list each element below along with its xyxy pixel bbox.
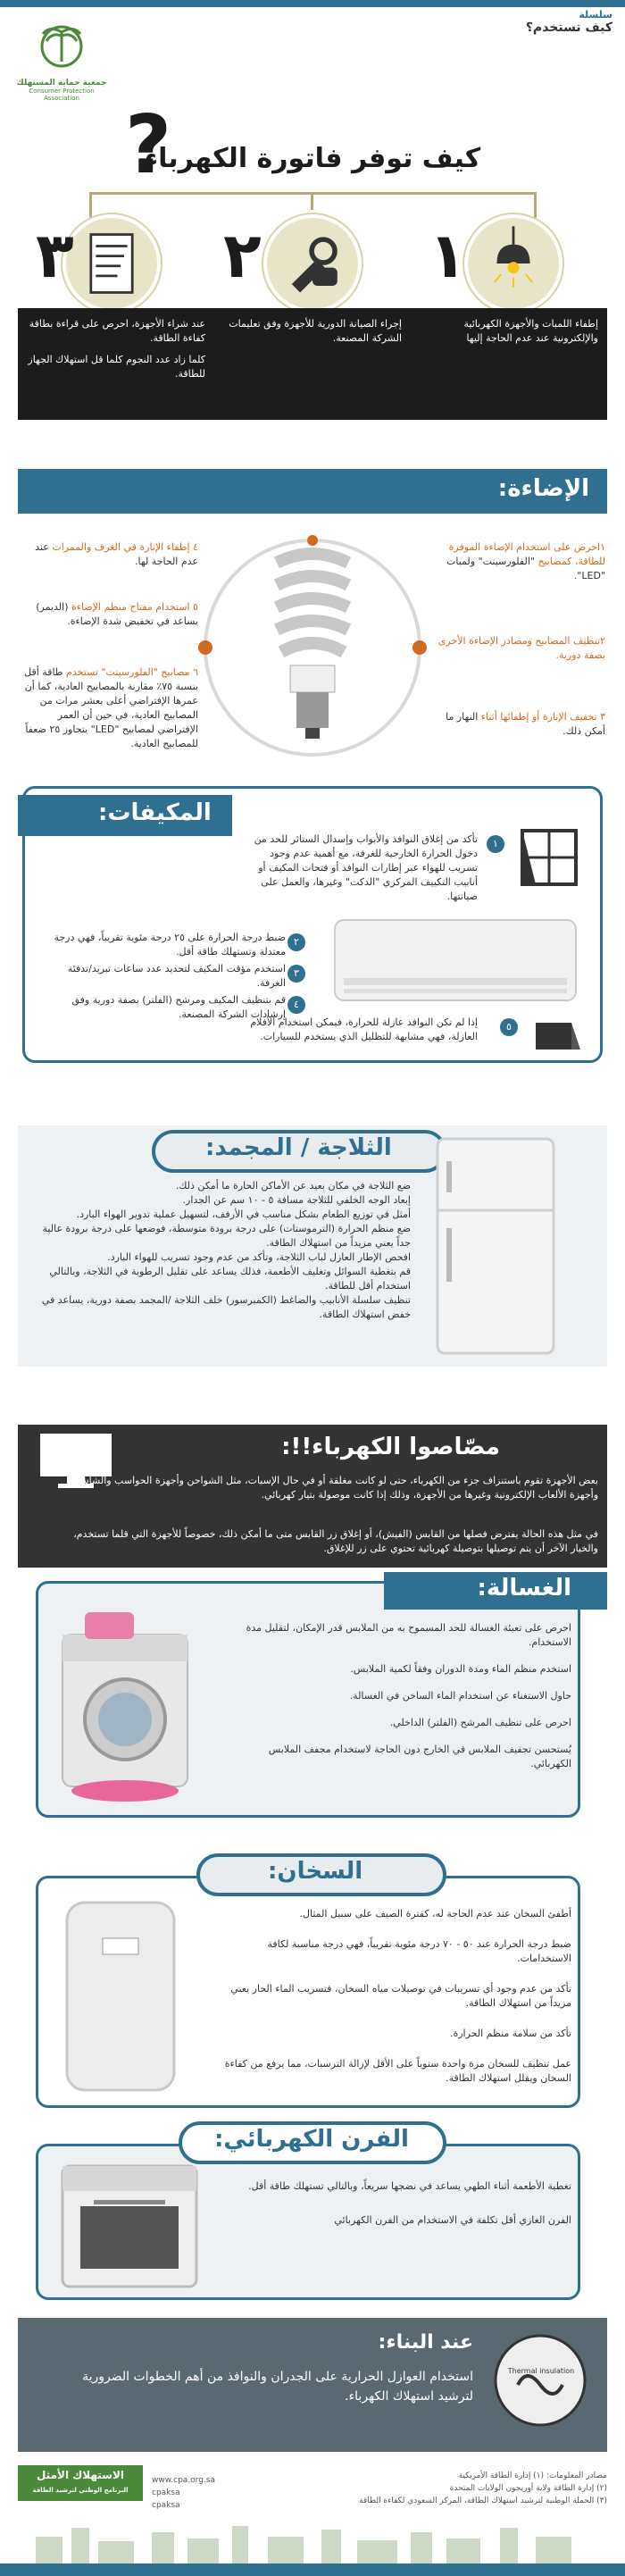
washer-item-2: استخدم منظم الماء ومدة الدوران وفقاً لكمية الملابس. [350, 1663, 571, 1675]
ac-title: المكيفات: [98, 799, 212, 826]
washer-item-5: يُستحسن تجفيف الملابس في الخارج دون الحاجة لاستخدام مجفف الملابس الكهربائي. [268, 1744, 571, 1769]
heater-item-1: أطفئ السخان عند عدم الحاجة له، كفترة الصيف على سبيل المثال. [299, 1908, 571, 1919]
series-label: سلسلة [579, 9, 612, 21]
lighting-right-3-body: النهار ما أمكن ذلك. [446, 711, 605, 737]
fridge-item-2: إبعاد الوجه الخلفي للثلاجة مسافة ٥ - ١٠ سم عن الجدار. [182, 1194, 411, 1206]
washer-item-1: احرص على تعبئة الغسالة للحد المسموح به من الملابس قدر الإمكان، لتقليل مدة الاستخدام. [246, 1622, 571, 1648]
ac-bullet-4: ٤ [288, 996, 305, 1014]
fridge-item-3: أمثل في توزيع الطعام بشكل مناسب في الأرفف، لتسهيل عملية تدوير الهواء البارد. [76, 1209, 411, 1220]
washing-machine-icon [49, 1608, 201, 1804]
tip-number-2: ٢ [223, 219, 262, 292]
tip-1-text: إطفاء اللمبات والأجهزة الكهربائية والإلكترونية عند عدم الحاجة إليها [463, 318, 598, 344]
skyline-decoration [0, 2519, 625, 2563]
fridge-item-6: قم بتغطية السوائل وتغليف الأطعمة، فذلك يساعد على تقليل الرطوبة في الثلاجة، وبالتالي استخدام أقل للطاقة. [49, 1266, 411, 1292]
logo-english: Consumer Protection Association [29, 88, 95, 102]
website-link[interactable]: www.cpa.org.sa [152, 2476, 215, 2485]
lighting-right-3-head: ٣ تخفيف الإنارة أو إطفائها أثناء [480, 711, 605, 723]
heater-list [214, 1907, 571, 2086]
lighting-right-2: ٢تنظيف المصابيح ومصادر الإضاءة الأخرى بصفة دورية. [438, 635, 605, 661]
window-icon [513, 822, 585, 893]
wrench-hand-icon [267, 218, 358, 309]
lighting-left-4-body: عند عدم الحاجة لها. [35, 541, 198, 567]
lighting-left-4-head: ٤ إطفاء الإنارة في الغرف والممرات [52, 541, 198, 553]
twitter-handle[interactable]: cpaksa [152, 2488, 180, 2497]
oven-title: الفرن الكهربائي: [214, 2126, 409, 2153]
credits [268, 2470, 607, 2507]
lighting-right-1-body: "الفلورسينت" ولمبات "LED". [446, 556, 605, 581]
oven-icon [54, 2157, 205, 2291]
lighting-left-5-body: (الديمر) يساعد في تخفيض شدة الإضاءة. [36, 601, 198, 627]
ac-item-4: قم بتنظيف المكيف ومرشح (الفلتر) بصفة دورية وفق إرشادات الشركة المصنعة. [71, 994, 286, 1020]
fridge-item-1: ضع الثلاجة في مكان بعيد عن الأماكن الحارة ما أمكن ذلك. [175, 1180, 411, 1192]
connector-line [534, 192, 537, 219]
lamp-circle [464, 214, 562, 313]
tip-3-line-1: عند شراء الأجهزة، احرص على قراءة بطاقة كفاءة الطاقة. [29, 318, 205, 344]
heater-item-3: تأكد من عدم وجود أي تسريبات في توصيلات مياه السخان، فتسريب الماء الحار يعني مزيداً من استهلاك الطاقة. [230, 1983, 571, 2009]
lighting-left-5-head: ٥ استخدام مفتاح منظم الإضاءة [71, 601, 198, 613]
building-text: استخدام العوازل الحرارية على الجدران والنوافذ من أهم الخطوات الضرورية لترشيد استهلاك الكهرباء. [82, 2370, 473, 2404]
ac-bullet-2: ٢ [288, 933, 305, 951]
bottom-strip [0, 2563, 625, 2576]
logo [12, 13, 111, 102]
lamp-icon [468, 218, 559, 309]
connector-line [89, 192, 92, 219]
tip-number-3: ٣ [36, 219, 74, 292]
tip-number-1: ١ [429, 219, 467, 292]
air-conditioner-icon [330, 916, 580, 1014]
fridge-item-5: افحص الإطار العازل لباب الثلاجة، وتأكد من عدم وجود تسريب للهواء البارد. [107, 1251, 411, 1263]
heater-item-5: عمل تنظيف للسخان مرة واحدة سنوياً على الأقل لإزالة الترسبات، مما يرفع من كفاءة السخان ويقلل استهلاك الطاقة. [224, 2058, 571, 2084]
lighting-left-4 [20, 540, 198, 569]
building-title: عند البناء: [378, 2331, 473, 2354]
lighting-right-1-head: ١احرص على استخدام الإضاءة الموفرة للطاقة، كمصابيح [448, 541, 605, 567]
lighting-title: الإضاءة: [497, 475, 589, 502]
fridge-item-4: ضع منظم الحرارة (الترموستات) على درجة برودة متوسطة، فوضعها على درجة برودة عالية جداً يعني مزيداً من استهلاك الطاقة. [42, 1223, 411, 1249]
heater-title: السخان: [268, 1858, 363, 1885]
lighting-right-1 [427, 540, 605, 583]
suckers-title: مصّاصوا الكهرباء!!: [281, 1434, 500, 1460]
film-roll-icon [527, 1014, 580, 1058]
washer-item-4: احرص على تنظيف المرشح (الفلتر) الداخلي. [389, 1717, 571, 1728]
ac-item-1: تأكد من إغلاق النوافذ والأبواب وإسدال الستائر للحد من دخول الحرارة الخارجية للغرفة، مع أهمية عدم وجود تسريب للهواء عبر إطارات النوافذ أو فتحات المكيف أو أنابيب التكييف المركزي "الدكت" وغيرها، والعمل على صيانتها. [254, 833, 478, 902]
thermal-insulation-label: Thermal insulation [507, 2367, 575, 2375]
lighting-left-6-head: ٦ مصابيح "الفلورسينت" تستخدم [66, 666, 198, 678]
palm-logo-icon [30, 13, 93, 75]
tip-2-text: إجراء الصيانة الدورية للأجهزة وفق تعليمات الشركة المصنعة. [229, 318, 402, 344]
partner-name: الاستهلاك الأمثل [36, 2469, 125, 2481]
credit-1: مصادر المعلومات: (١) إدارة الطاقة الأمريكية [458, 2471, 607, 2480]
oven-item-1: تغطية الأطعمة أثناء الطهي يساعد في نضجها سريعاً، وبالتالي تستهلك طاقة أقل. [248, 2180, 571, 2192]
partner-logo [18, 2465, 143, 2501]
lighting-right-3 [427, 710, 605, 739]
credit-3: (٣) الحملة الوطنية لترشيد استهلاك الطاقة، المركز السعودي لكفاءة الطاقة [359, 2497, 607, 2505]
logo-arabic: جمعية حماية المستهلك [16, 79, 107, 88]
ac-item-2: ضبط درجة الحرارة على ٢٥ درجة مئوية تقريباً، فهي درجة معتدلة وتستهلك طاقة أقل. [54, 932, 286, 958]
energy-label-icon [66, 218, 157, 309]
fridge-list [36, 1179, 411, 1322]
instagram-handle[interactable]: cpaksa [152, 2501, 180, 2510]
social-links [152, 2474, 215, 2512]
water-heater-icon [54, 1894, 188, 2099]
main-title: كيف توفر فاتورة الكهرباء [144, 143, 481, 174]
series-header [526, 9, 612, 35]
washer-item-3: حاول الاستغناء عن استخدام الماء الساخن في الغسالة. [349, 1690, 571, 1702]
ac-bullet-1: ١ [487, 835, 504, 853]
washer-list [241, 1621, 571, 1771]
ac-bullet-5: ٥ [500, 1018, 518, 1036]
credit-2: (٢) إدارة الطاقة ولاية أوريجون الولايات المتحدة [449, 2484, 607, 2493]
cfl-bulb-icon [259, 536, 366, 750]
maintenance-circle [263, 214, 362, 313]
ac-bullet-3: ٣ [288, 965, 305, 983]
energy-label-circle [62, 214, 161, 313]
ac-item-3: استخدم مؤقت المكيف لتحديد عدد ساعات تبريد/تدفئة الغرفة. [67, 963, 286, 989]
oven-item-2: الفرن الغازي أقل تكلفة في الاستخدام من الفرن الكهربائي [334, 2214, 571, 2226]
suckers-p2: في مثل هذه الحالة يفترض فصلها من القابس (الفيش)، أو إغلاق زر القابس متى ما أمكن ذلك، خصوصاً للأجهزة التي قلما تستخدم، والخيار الآخر أن يتم توصيلها بتوصيلة كهربائية تحتوي على زر للإغلاق. [73, 1528, 598, 1554]
thermal-insulation-badge-icon [491, 2331, 589, 2430]
ac-item-5: إذا لم تكن النوافذ عازلة للحرارة، فيمكن استخدام الأفلام العازلة، فهي مشابهة للتظليل الذي يستخدم للسيارات. [250, 1016, 478, 1042]
lighting-left-6-body: طاقة أقل بنسبة ٧٥٪ مقارنة بالمصابيح العادية، كما أن عمرها الإفتراضي أعلى بعشر مرات من المصابيح العادية، في حين أن العمر الإفتراضي لمصابيح "LED" يتجاوز ٢٥ ضعفاً للمصابيح العادية. [24, 666, 198, 749]
partner-sub: البرنامج الوطني لترشيد الطاقة [32, 2487, 129, 2494]
lighting-left-6 [20, 665, 198, 751]
washer-title: الغسالة: [477, 1575, 571, 1602]
suckers-p1: بعض الأجهزة تقوم باستنزاف جزء من الكهرباء، حتى لو كانت مغلقة أو في حال الإسبات، مثل الشواحن وأجهزة الحواسب والشاشات وأجهزة الألعاب الإلكترونية وغيرها من الأجهزة، وذلك إذا كانت موصولة بتيار كهربائي. [68, 1475, 598, 1501]
tip-3-text [22, 317, 205, 381]
tip-3-line-2: كلما زاد عدد النجوم كلما قل استهلاك الجهاز للطاقة. [28, 354, 205, 380]
connector-line [311, 192, 313, 210]
fridge-item-7: تنظيف سلسلة الأنابيب والضاغط (الكمبرسور) خلف الثلاجة /المجمد بصفة دورية، يساعد في خفض استهلاك الطاقة. [41, 1294, 411, 1320]
question-mark-icon: ? [125, 98, 172, 192]
top-strip [0, 0, 625, 7]
lighting-left-5 [20, 600, 198, 629]
oven-list [241, 2179, 571, 2228]
heater-item-4: تأكد من سلامة منظم الحرارة. [449, 2028, 571, 2039]
heater-item-2: ضبط درجة الحرارة عند ٥٠ - ٧٠ درجة مئوية تقريباً، فهي درجة مناسبة لكافة الاستخدامات. [267, 1938, 571, 1964]
fridge-icon [429, 1134, 562, 1358]
fridge-title: الثلاجة / المجمد: [205, 1134, 392, 1161]
series-title: كيف تستخدم؟ [525, 21, 612, 35]
